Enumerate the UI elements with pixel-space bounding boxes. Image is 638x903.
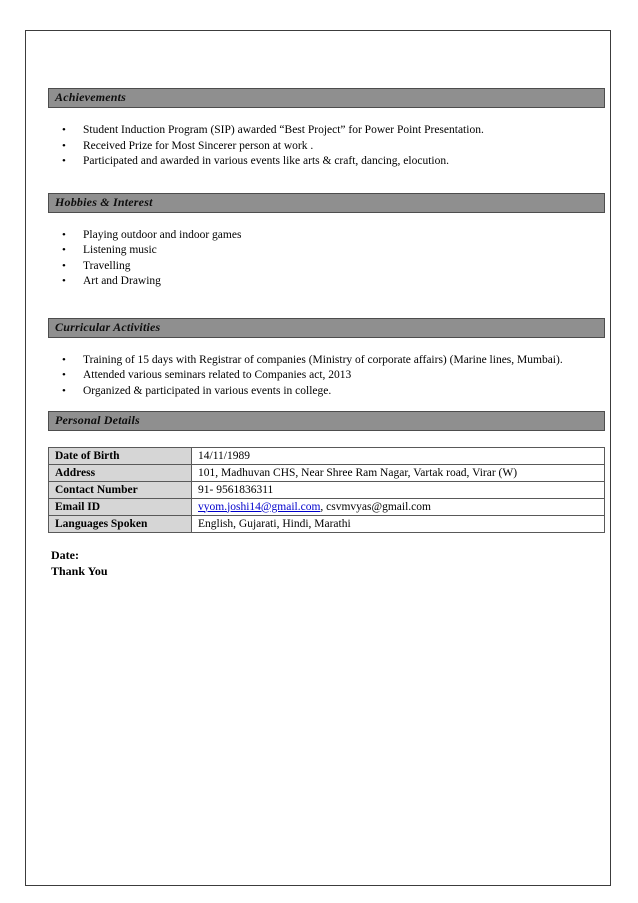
email-link[interactable]: vyom.joshi14@gmail.com <box>198 500 321 513</box>
section-header-personal-details <box>48 411 605 431</box>
detail-value-address: 101, Madhuvan CHS, Near Shree Ram Nagar, Vartak road, Virar (W) <box>192 465 605 482</box>
section-title: Achievements <box>55 90 127 104</box>
section-header-curricular <box>48 318 605 338</box>
bullet-icon: • <box>62 384 66 397</box>
table-row <box>49 465 605 482</box>
list-item-text: Organized & participated in various events in college. <box>83 384 332 397</box>
list-item-text: Student Induction Program (SIP) awarded “Best Project” for Power Point Presentation. <box>83 124 484 136</box>
detail-label-address: Address <box>49 465 192 482</box>
table-row <box>49 516 605 533</box>
detail-label-languages: Languages Spoken <box>49 516 192 533</box>
page-content <box>48 88 605 579</box>
date-label: Date: <box>51 548 79 562</box>
detail-value-dob: 14/11/1989 <box>192 448 605 465</box>
section-header-hobbies <box>48 193 605 213</box>
list-item <box>48 353 605 369</box>
detail-label-email: Email ID <box>49 499 192 516</box>
list-item-text: Participated and awarded in various events like arts & craft, dancing, elocution. <box>83 155 449 167</box>
section-curricular <box>48 318 605 400</box>
list-item-text: Received Prize for Most Sincerer person at work . <box>83 139 314 152</box>
document-footer <box>48 548 605 579</box>
list-item <box>48 139 605 155</box>
bullet-icon: • <box>62 155 66 167</box>
list-item <box>48 384 605 400</box>
email-secondary: , csvmvyas@gmail.com <box>320 500 431 513</box>
section-title: Curricular Activities <box>55 319 161 334</box>
thank-you-text: Thank You <box>51 563 108 578</box>
table-row <box>49 499 605 516</box>
list-item <box>48 154 605 170</box>
bullet-icon: • <box>62 259 66 272</box>
section-personal-details <box>48 411 605 533</box>
detail-label-contact: Contact Number <box>49 482 192 499</box>
hobbies-list <box>48 228 605 290</box>
bullet-icon: • <box>62 353 66 366</box>
bullet-icon: • <box>62 139 66 152</box>
list-item-text: Art and Drawing <box>83 275 161 287</box>
list-item-text: Playing outdoor and indoor games <box>83 228 242 241</box>
list-item-text: Training of 15 days with Registrar of companies (Ministry of corporate affairs) (Marine lines, Mumbai). <box>83 353 563 366</box>
table-row <box>49 448 605 465</box>
achievements-list <box>48 123 605 170</box>
detail-value-email <box>192 499 605 516</box>
list-item <box>48 259 605 275</box>
list-item-text: Attended various seminars related to Companies act, 2013 <box>83 369 352 381</box>
curricular-list <box>48 353 605 400</box>
bullet-icon: • <box>62 228 66 241</box>
section-title: Personal Details <box>55 413 140 427</box>
list-item <box>48 228 605 244</box>
detail-label-dob: Date of Birth <box>49 448 192 465</box>
personal-details-table <box>48 447 605 533</box>
list-item <box>48 368 605 384</box>
bullet-icon: • <box>62 275 66 287</box>
section-title: Hobbies & Interest <box>55 194 153 209</box>
bullet-icon: • <box>62 244 66 256</box>
table-row <box>49 482 605 499</box>
list-item <box>48 243 605 259</box>
list-item-text: Travelling <box>83 259 131 272</box>
section-hobbies <box>48 193 605 290</box>
section-achievements <box>48 88 605 170</box>
bullet-icon: • <box>62 124 66 136</box>
list-item <box>48 123 605 139</box>
bullet-icon: • <box>62 369 66 381</box>
list-item <box>48 274 605 290</box>
section-header-achievements <box>48 88 605 108</box>
detail-value-languages: English, Gujarati, Hindi, Marathi <box>192 516 605 533</box>
detail-value-contact: 91- 9561836311 <box>192 482 605 499</box>
list-item-text: Listening music <box>83 244 157 256</box>
